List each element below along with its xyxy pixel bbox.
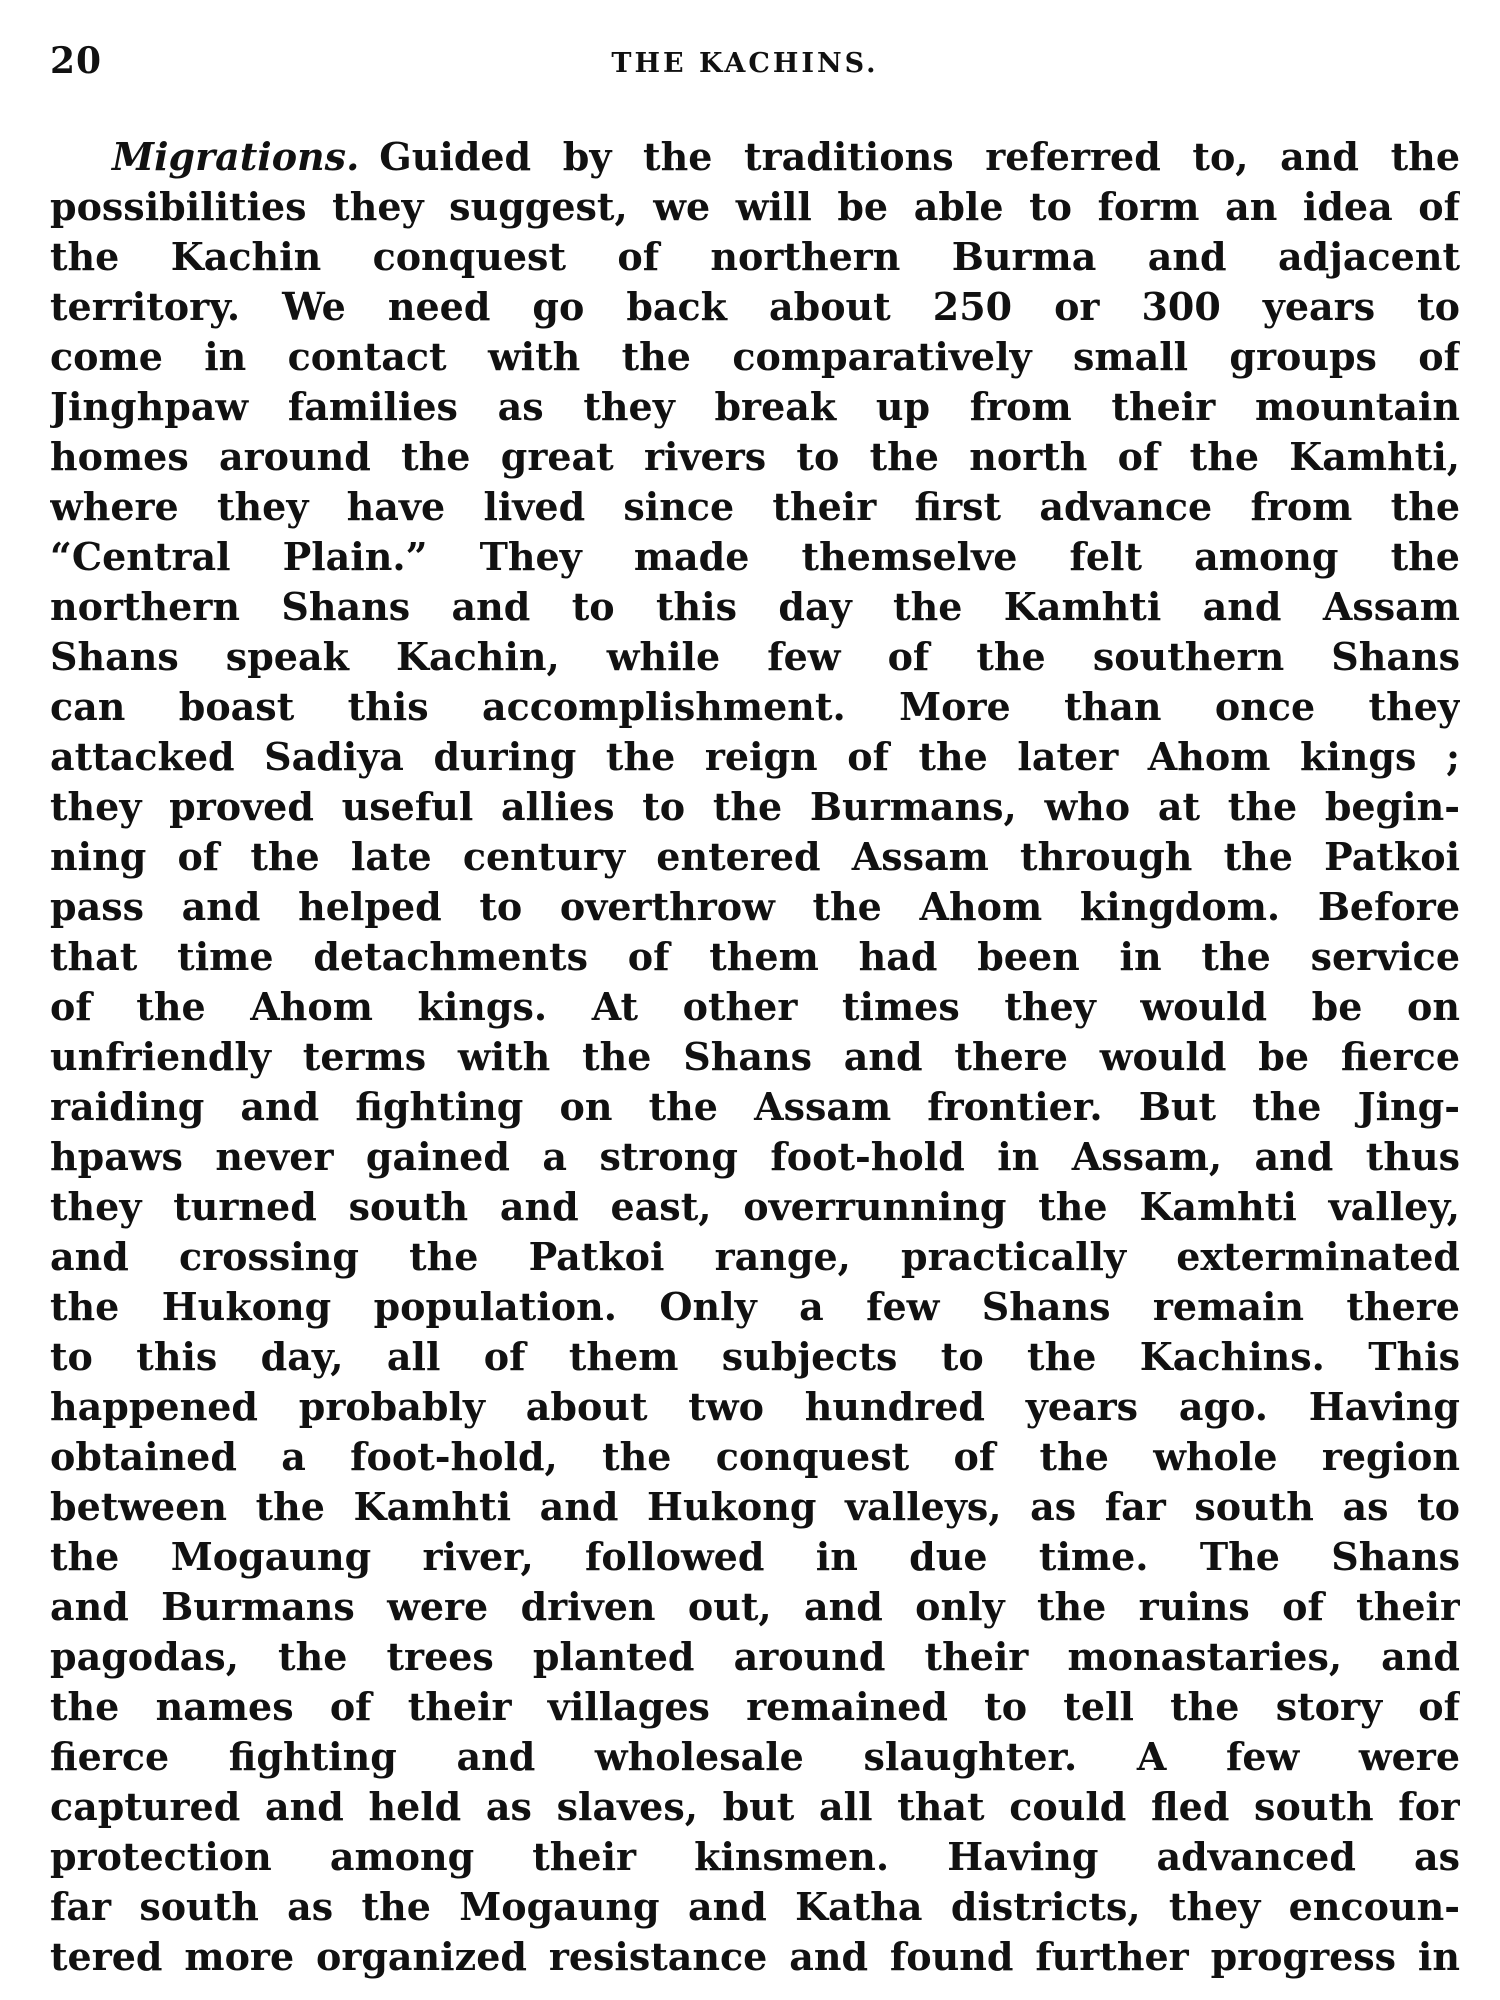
text-line: the Kachin conquest of northern Burma and adjacent	[50, 234, 1460, 279]
text-line: tered more organized resistance and found further progress in	[50, 1934, 1460, 1979]
text-line: fierce fighting and wholesale slaughter. A few were	[50, 1734, 1460, 1779]
text-line: possibilities they suggest, we will be able to form an idea of	[50, 184, 1460, 229]
text-line: they proved useful allies to the Burmans, who at the begin-	[50, 784, 1460, 829]
text-line: northern Shans and to this day the Kamhti and Assam	[50, 584, 1460, 629]
text-line: pass and helped to overthrow the Ahom kingdom. Before	[50, 884, 1460, 929]
page-number: 20	[50, 40, 103, 82]
text-line: and crossing the Patkoi range, practically exterminated	[50, 1234, 1460, 1279]
text-line: happened probably about two hundred years ago. Having	[50, 1384, 1460, 1429]
text-line: that time detachments of them had been in the service	[50, 934, 1460, 979]
text-line: attacked Sadiya during the reign of the later Ahom kings ;	[50, 734, 1460, 779]
side-head: Migrations.	[112, 134, 360, 179]
text-line: “Central Plain.” They made themselve felt among the	[50, 534, 1460, 579]
text-line: captured and held as slaves, but all that could fled south for	[50, 1784, 1460, 1829]
text-line	[50, 132, 1460, 182]
text-line: protection among their kinsmen. Having advanced as	[50, 1834, 1460, 1879]
text-line: hpaws never gained a strong foot-hold in Assam, and thus	[50, 1134, 1460, 1179]
running-head: THE KACHINS.	[611, 48, 879, 79]
text-line: the Hukong population. Only a few Shans remain there	[50, 1284, 1460, 1329]
text-line: they turned south and east, overrunning the Kamhti valley,	[50, 1184, 1460, 1229]
text-line: territory. We need go back about 250 or 300 years to	[50, 284, 1460, 329]
text-line: of the Ahom kings. At other times they would be on	[50, 984, 1460, 1029]
text-line-content: Guided by the traditions referred to, and the	[379, 134, 1460, 179]
text-line: obtained a foot-hold, the conquest of the whole region	[50, 1434, 1460, 1479]
text-line: to this day, all of them subjects to the Kachins. This	[50, 1334, 1460, 1379]
text-line: far south as the Mogaung and Katha districts, they encoun-	[50, 1884, 1460, 1929]
text-line: the Mogaung river, followed in due time. The Shans	[50, 1534, 1460, 1579]
text-line: raiding and fighting on the Assam frontier. But the Jing-	[50, 1084, 1460, 1129]
text-line: come in contact with the comparatively small groups of	[50, 334, 1460, 379]
text-line: and Burmans were driven out, and only the ruins of their	[50, 1584, 1460, 1629]
text-line: where they have lived since their first advance from the	[50, 484, 1460, 529]
text-line: pagodas, the trees planted around their monastaries, and	[50, 1634, 1460, 1679]
text-line: Jinghpaw families as they break up from their mountain	[50, 384, 1460, 429]
text-line: unfriendly terms with the Shans and there would be fierce	[50, 1034, 1460, 1079]
text-line: Shans speak Kachin, while few of the southern Shans	[50, 634, 1460, 679]
text-line: between the Kamhti and Hukong valleys, as far south as to	[50, 1484, 1460, 1529]
text-line: homes around the great rivers to the north of the Kamhti,	[50, 434, 1460, 479]
text-line: ning of the late century entered Assam through the Patkoi	[50, 834, 1460, 879]
body-paragraph	[50, 132, 1460, 1982]
text-line: can boast this accomplishment. More than once they	[50, 684, 1460, 729]
text-line: the names of their villages remained to tell the story of	[50, 1684, 1460, 1729]
page-header	[50, 40, 1440, 90]
